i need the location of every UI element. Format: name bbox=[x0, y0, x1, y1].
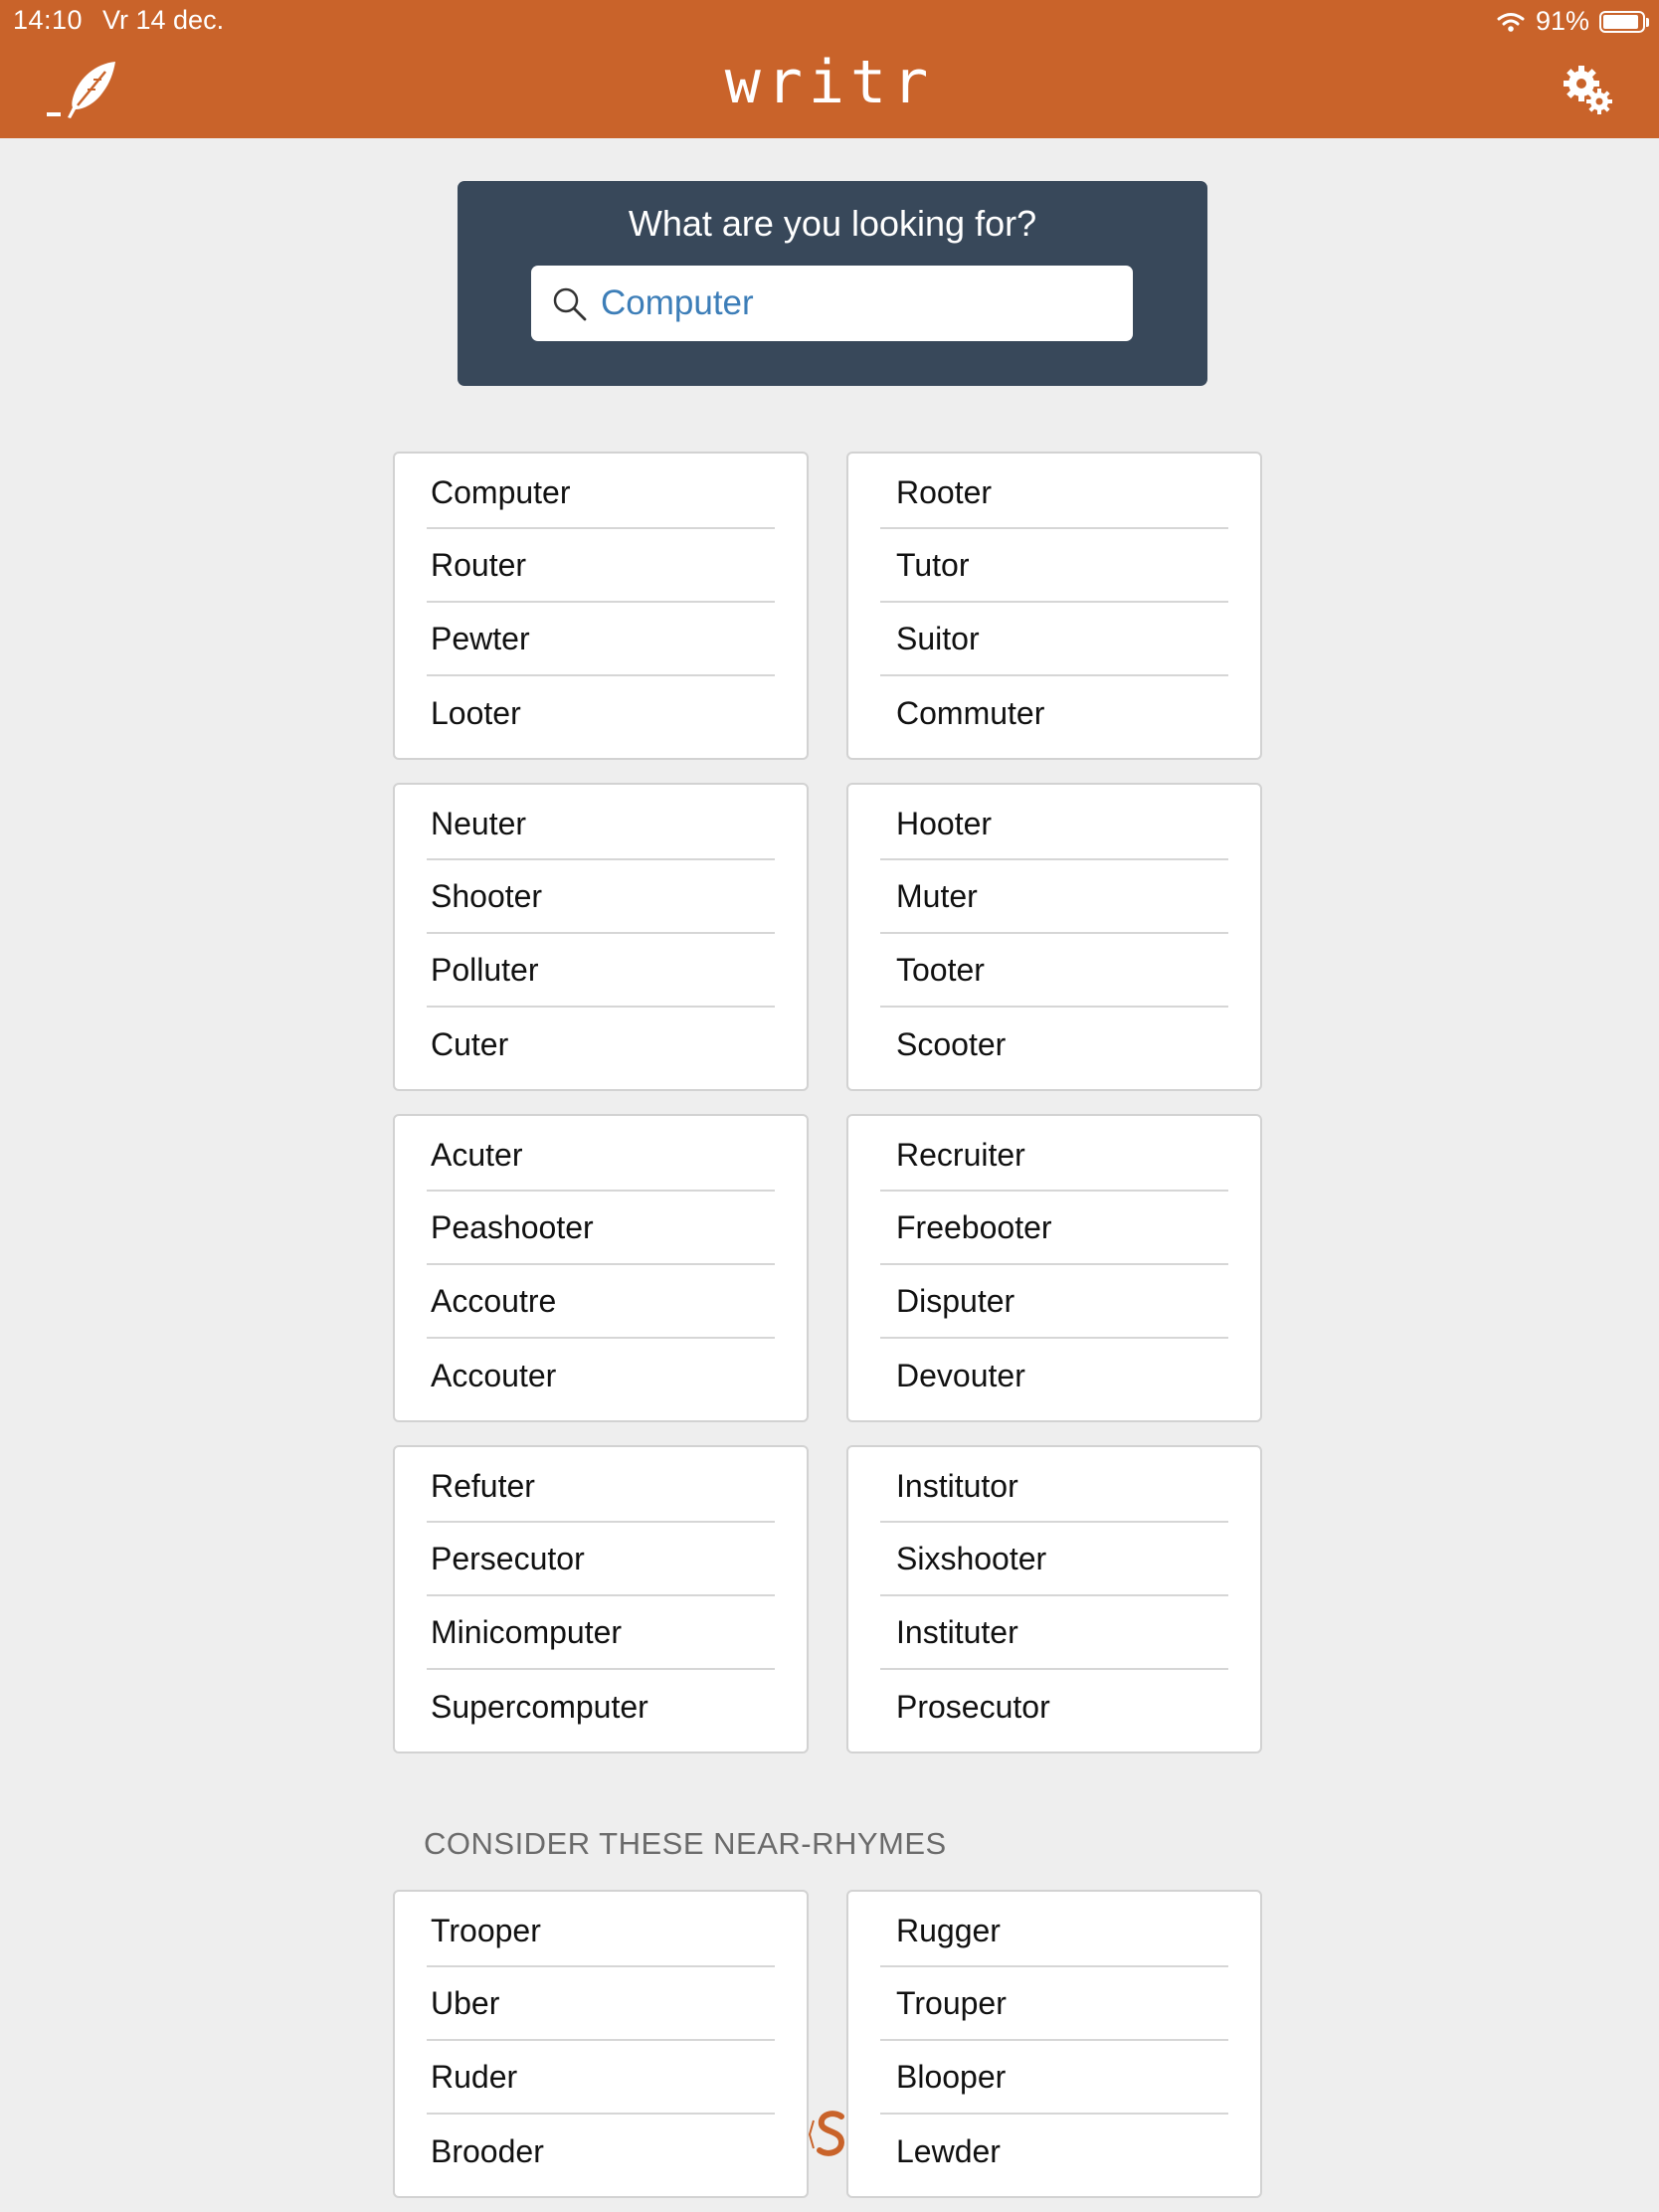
rhyme-word[interactable]: Supercomputer bbox=[431, 1688, 648, 1725]
rhyme-word[interactable]: Lewder bbox=[896, 2132, 1001, 2169]
rhyme-word[interactable]: Muter bbox=[880, 860, 1228, 934]
logo-watermark-icon bbox=[808, 2107, 853, 2162]
status-date: Vr 14 dec. bbox=[102, 5, 225, 35]
rhyme-word[interactable]: Looter bbox=[431, 694, 521, 731]
rhyme-card bbox=[393, 1890, 809, 2198]
rhyme-word[interactable]: Brooder bbox=[431, 2132, 544, 2169]
rhyme-word[interactable]: Trouper bbox=[880, 1967, 1228, 2041]
app-header bbox=[0, 0, 1659, 138]
rhyme-card bbox=[393, 783, 809, 1091]
rhyme-word[interactable]: Persecutor bbox=[427, 1523, 775, 1596]
rhyme-word[interactable]: Router bbox=[427, 529, 775, 603]
rhyme-word[interactable]: Shooter bbox=[427, 860, 775, 934]
rhyme-word[interactable]: Trooper bbox=[427, 1896, 775, 1967]
rhyme-word[interactable]: Accoutre bbox=[427, 1265, 775, 1339]
wifi-icon bbox=[1496, 11, 1526, 33]
rhyme-word[interactable]: Sixshooter bbox=[880, 1523, 1228, 1596]
rhyme-word[interactable]: Accouter bbox=[431, 1357, 557, 1393]
rhyme-word[interactable]: Uber bbox=[427, 1967, 775, 2041]
rhyme-word[interactable]: Tutor bbox=[880, 529, 1228, 603]
rhyme-card bbox=[393, 1114, 809, 1422]
rhyme-word[interactable]: Rooter bbox=[880, 458, 1228, 529]
near-rhymes-heading: CONSIDER THESE NEAR-RHYMES bbox=[424, 1826, 947, 1861]
search-panel bbox=[458, 181, 1207, 386]
rhyme-word[interactable]: Blooper bbox=[880, 2041, 1228, 2115]
rhyme-word[interactable]: Hooter bbox=[880, 789, 1228, 860]
rhyme-card bbox=[846, 452, 1262, 760]
rhyme-word[interactable]: Computer bbox=[427, 458, 775, 529]
rhyme-card bbox=[393, 452, 809, 760]
gear-icon bbox=[1560, 62, 1615, 117]
rhyme-word[interactable]: Institutor bbox=[880, 1451, 1228, 1523]
rhyme-word[interactable]: Freebooter bbox=[880, 1192, 1228, 1265]
settings-button[interactable] bbox=[1560, 62, 1615, 117]
rhyme-word[interactable]: Scooter bbox=[896, 1025, 1007, 1062]
rhyme-card bbox=[846, 1114, 1262, 1422]
status-indicators bbox=[1496, 6, 1645, 37]
rhyme-card bbox=[846, 1445, 1262, 1753]
search-box[interactable] bbox=[531, 266, 1133, 341]
rhyme-word[interactable]: Recruiter bbox=[880, 1120, 1228, 1192]
rhyme-word[interactable]: Cuter bbox=[431, 1025, 509, 1062]
rhyme-card bbox=[846, 783, 1262, 1091]
rhyme-word[interactable]: Devouter bbox=[896, 1357, 1025, 1393]
rhyme-card bbox=[393, 1445, 809, 1753]
rhyme-word[interactable]: Disputer bbox=[880, 1265, 1228, 1339]
search-input[interactable] bbox=[601, 266, 1118, 341]
search-icon bbox=[551, 285, 589, 323]
rhyme-word[interactable]: Refuter bbox=[427, 1451, 775, 1523]
rhyme-word[interactable]: Acuter bbox=[427, 1120, 775, 1192]
app-title: writr bbox=[724, 48, 935, 117]
rhyme-word[interactable]: Commuter bbox=[896, 694, 1045, 731]
rhyme-word[interactable]: Ruder bbox=[427, 2041, 775, 2115]
rhyme-word[interactable]: Instituter bbox=[880, 1596, 1228, 1670]
rhyme-word[interactable]: Prosecutor bbox=[896, 1688, 1050, 1725]
rhyme-word[interactable]: Polluter bbox=[427, 934, 775, 1008]
search-prompt: What are you looking for? bbox=[628, 203, 1037, 244]
rhyme-word[interactable]: Neuter bbox=[427, 789, 775, 860]
rhyme-word[interactable]: Peashooter bbox=[427, 1192, 775, 1265]
rhyme-word[interactable]: Minicomputer bbox=[427, 1596, 775, 1670]
battery-icon bbox=[1599, 11, 1645, 33]
rhyme-word[interactable]: Tooter bbox=[880, 934, 1228, 1008]
rhyme-word[interactable]: Pewter bbox=[427, 603, 775, 676]
battery-level bbox=[1603, 15, 1638, 29]
status-time: 14:10 bbox=[13, 5, 84, 35]
rhyme-word[interactable]: Suitor bbox=[880, 603, 1228, 676]
battery-percent: 91% bbox=[1535, 6, 1589, 36]
rhyme-word[interactable]: Rugger bbox=[880, 1896, 1228, 1967]
rhyme-card bbox=[846, 1890, 1262, 2198]
